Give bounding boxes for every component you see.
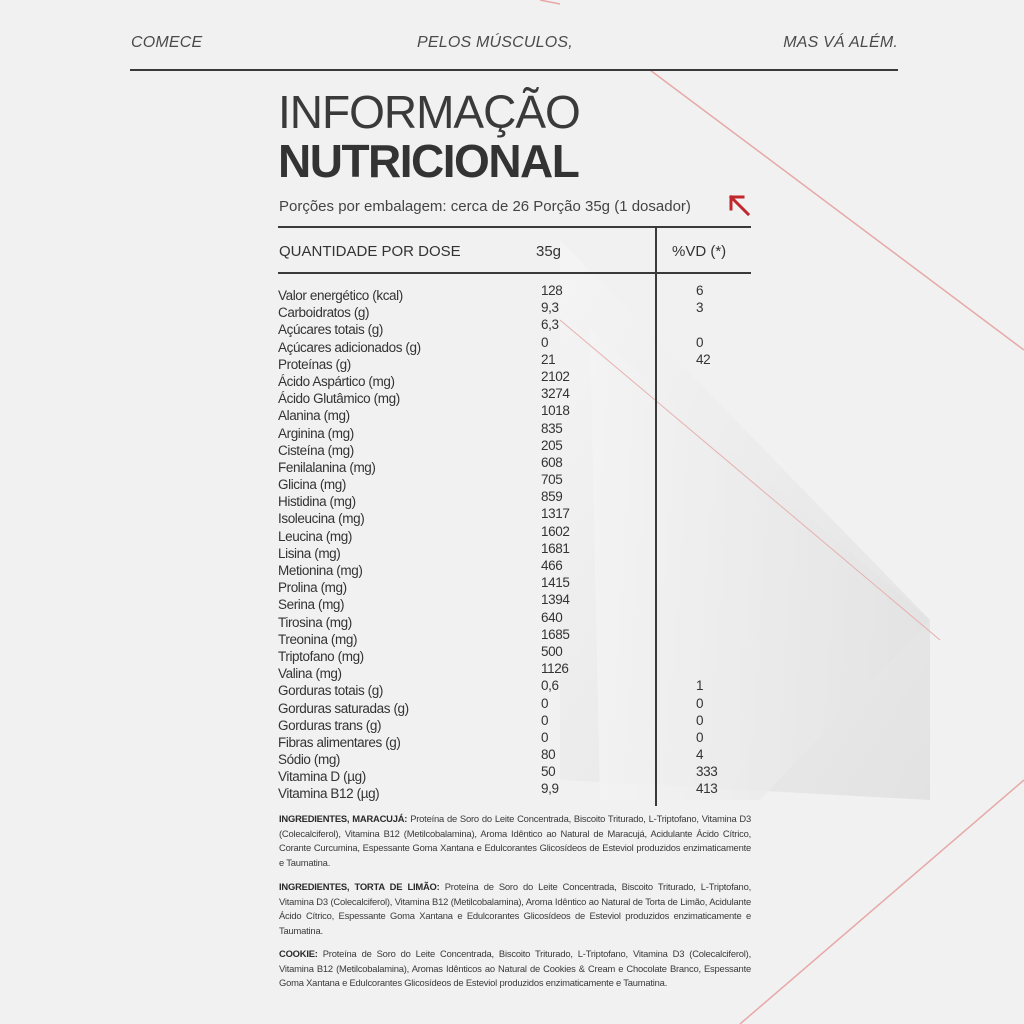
table-row [278,474,758,491]
tagline-right: MAS VÁ ALÉM. [783,34,898,51]
table-row [278,626,758,647]
ingredients-cookie [279,947,751,991]
diagonal-arrow-up-left-icon [727,193,751,217]
nutrient-amount: 1018 [541,403,570,419]
table-row [278,351,758,372]
nutrient-vd: 1 [696,678,704,694]
top-divider [130,69,898,71]
nutrient-name: Carboidratos (g) [278,305,370,321]
table-row [278,302,758,319]
table-row [278,454,758,475]
nutrient-vd: 0 [696,695,704,711]
table-row [278,729,758,750]
nutrient-name: Isoleucina (mg) [278,511,365,527]
ingredients-label: COOKIE: [279,948,318,959]
nutrient-name: Histidina (mg) [278,494,356,510]
nutrient-name: Proteínas (g) [278,356,351,372]
nutrient-amount: 608 [541,454,563,470]
nutrient-vd: 42 [696,351,711,367]
nutrient-name: Vitamina D (µg) [278,769,366,785]
nutrient-amount: 466 [541,558,563,573]
table-row [278,285,758,302]
nutrient-amount: 640 [541,609,563,625]
nutrient-name: Lisina (mg) [278,545,341,561]
nutrient-vd: 4 [696,747,704,763]
nutrient-vd: 6 [696,283,704,298]
nutrient-amount: 80 [541,747,556,763]
nutrient-name: Leucina (mg) [278,528,352,544]
table-row [278,680,758,697]
nutrient-name: Gorduras trans (g) [278,717,382,733]
nutrient-amount: 0,6 [541,678,559,694]
nutrient-vd: 333 [696,764,718,780]
nutrient-amount: 1685 [541,626,570,642]
nutrient-amount: 205 [541,437,563,453]
nutrient-name: Alanina (mg) [278,408,350,424]
title-line-1: INFORMAÇÃO [278,86,580,138]
nutrient-name: Ácido Aspártico (mg) [278,373,395,389]
nutrient-name: Tirosina (mg) [278,614,352,630]
nutrient-name: Açúcares totais (g) [278,322,383,338]
table-row [278,523,758,544]
ingredients-text: Proteína de Soro do Leite Concentrada, Biscoito Triturado, L-Triptofano, Vitamina D3 (Colecalciferol), Vitamina B12 (Metilcobalamina), Aroma Idêntico ao Natural de Torta de Limão, Acidulante Ácido Cítrico, Espessante Goma Xantana e Edulcorantes Glicosídeos de Esteviol produzidos enzimaticamente e Taumatina. [279,881,751,936]
nutrient-name: Vitamina B12 (µg) [278,786,380,802]
tagline-middle: PELOS MÚSCULOS, [417,34,573,51]
nutrient-vd: 0 [696,712,704,728]
header-quantity: QUANTIDADE POR DOSE [279,243,461,260]
nutrient-amount: 2102 [541,368,570,384]
nutrient-name: Treonina (mg) [278,631,358,647]
table-top-rule [278,226,751,228]
table-row [278,368,758,389]
ingredients-label: INGREDIENTES, TORTA DE LIMÃO: [279,881,440,892]
table-row [278,594,758,611]
servings-info: Porções por embalagem: cerca de 26 Porção 35g (1 dosador) [279,198,691,215]
ingredients-maracuja [279,812,751,870]
nutrient-amount: 500 [541,643,563,659]
nutrient-amount: 1415 [541,575,570,591]
nutrient-amount: 1602 [541,523,570,539]
nutrient-amount: 6,3 [541,317,559,333]
header-vd: %VD (*) [672,243,727,260]
nutrient-name: Fibras alimentares (g) [278,734,401,750]
table-row [278,766,758,783]
nutrient-name: Fenilalanina (mg) [278,459,376,475]
table-row [278,577,758,594]
nutrient-name: Serina (mg) [278,597,345,613]
table-row [278,491,758,508]
nutrient-name: Gorduras saturadas (g) [278,700,409,716]
ingredients-label: INGREDIENTES, MARACUJÁ: [279,813,408,824]
header-dose: 35g [536,243,562,260]
ingredients-text: Proteína de Soro do Leite Concentrada, Biscoito Triturado, L-Triptofano, Vitamina D3 (Colecalciferol), Vitamina B12 (Metilcobalamina), Aroma Idêntico ao Natural de Maracujá, Acidulante Ácido Cítrico, Corante Curcumina, Espessante Goma Xantana e Edulcorantes Glicosídeos de Esteviol produzidos enzimaticamente e Taumatina. [279,813,752,868]
table-row [278,783,758,800]
nutrient-amount: 859 [541,489,563,505]
nutrient-name: Prolina (mg) [278,580,347,596]
table-row [278,560,758,577]
nutrient-amount: 3274 [541,386,570,402]
nutrient-amount: 50 [541,764,556,780]
table-row [278,712,758,733]
nutrient-amount: 1394 [541,592,570,608]
nutrient-name: Cisteína (mg) [278,442,354,458]
nutrient-name: Ácido Glutâmico (mg) [278,391,400,407]
table-row [278,695,758,716]
nutrient-amount: 0 [541,695,549,711]
nutrient-amount: 128 [541,283,563,298]
nutrient-amount: 9,9 [541,781,559,797]
nutrient-amount: 705 [541,472,563,488]
nutrient-name: Gorduras totais (g) [278,683,383,699]
table-row [278,319,758,336]
nutrient-amount: 0 [541,334,549,350]
table-row [278,643,758,664]
nutrient-name: Metionina (mg) [278,563,363,578]
nutrient-vd: 3 [696,300,704,316]
nutrient-amount: 0 [541,729,549,745]
table-row [278,437,758,458]
nutrient-amount: 9,3 [541,300,559,316]
table-header-rule [278,272,751,274]
nutrient-amount: 1681 [541,540,570,556]
nutrient-vd: 413 [696,781,718,797]
nutrient-name: Sódio (mg) [278,752,341,768]
table-row [278,540,758,561]
nutrient-name: Glicina (mg) [278,477,346,493]
nutrient-amount: 0 [541,712,549,728]
ingredients-text: Proteína de Soro do Leite Concentrada, Biscoito Triturado, L-Triptofano, Vitamina D3 (Colecalciferol), Vitamina B12 (Metilcobalamina), Aromas Idênticos ao Natural de Cookies & Cream e Chocolate Branco, Espessante Goma Xantana e Edulcorantes Glicosídeos de Esteviol produzidos enzimaticamente e Taumatina. [279,948,752,988]
nutrient-name: Açúcares adicionados (g) [278,339,421,355]
ingredients-torta-de-limao [279,880,751,938]
nutrient-name: Valor energético (kcal) [278,288,403,303]
nutrient-vd: 0 [696,334,704,350]
table-row [278,405,758,422]
table-row [278,420,758,441]
nutrient-name: Valina (mg) [278,666,342,682]
nutrient-name: Arginina (mg) [278,425,354,441]
nutrient-vd: 0 [696,729,704,745]
table-row [278,334,758,355]
table-row [278,749,758,766]
table-row [278,388,758,405]
table-row [278,663,758,680]
table-row [278,508,758,525]
nutrition-rows [278,285,758,801]
tagline-left: COMECE [131,34,203,51]
nutrient-amount: 835 [541,420,563,436]
nutrient-amount: 1126 [541,661,569,677]
nutrient-amount: 1317 [541,506,570,522]
table-row [278,609,758,630]
title-line-2: NUTRICIONAL [278,135,579,187]
nutrient-name: Triptofano (mg) [278,648,364,664]
nutrient-amount: 21 [541,351,556,367]
